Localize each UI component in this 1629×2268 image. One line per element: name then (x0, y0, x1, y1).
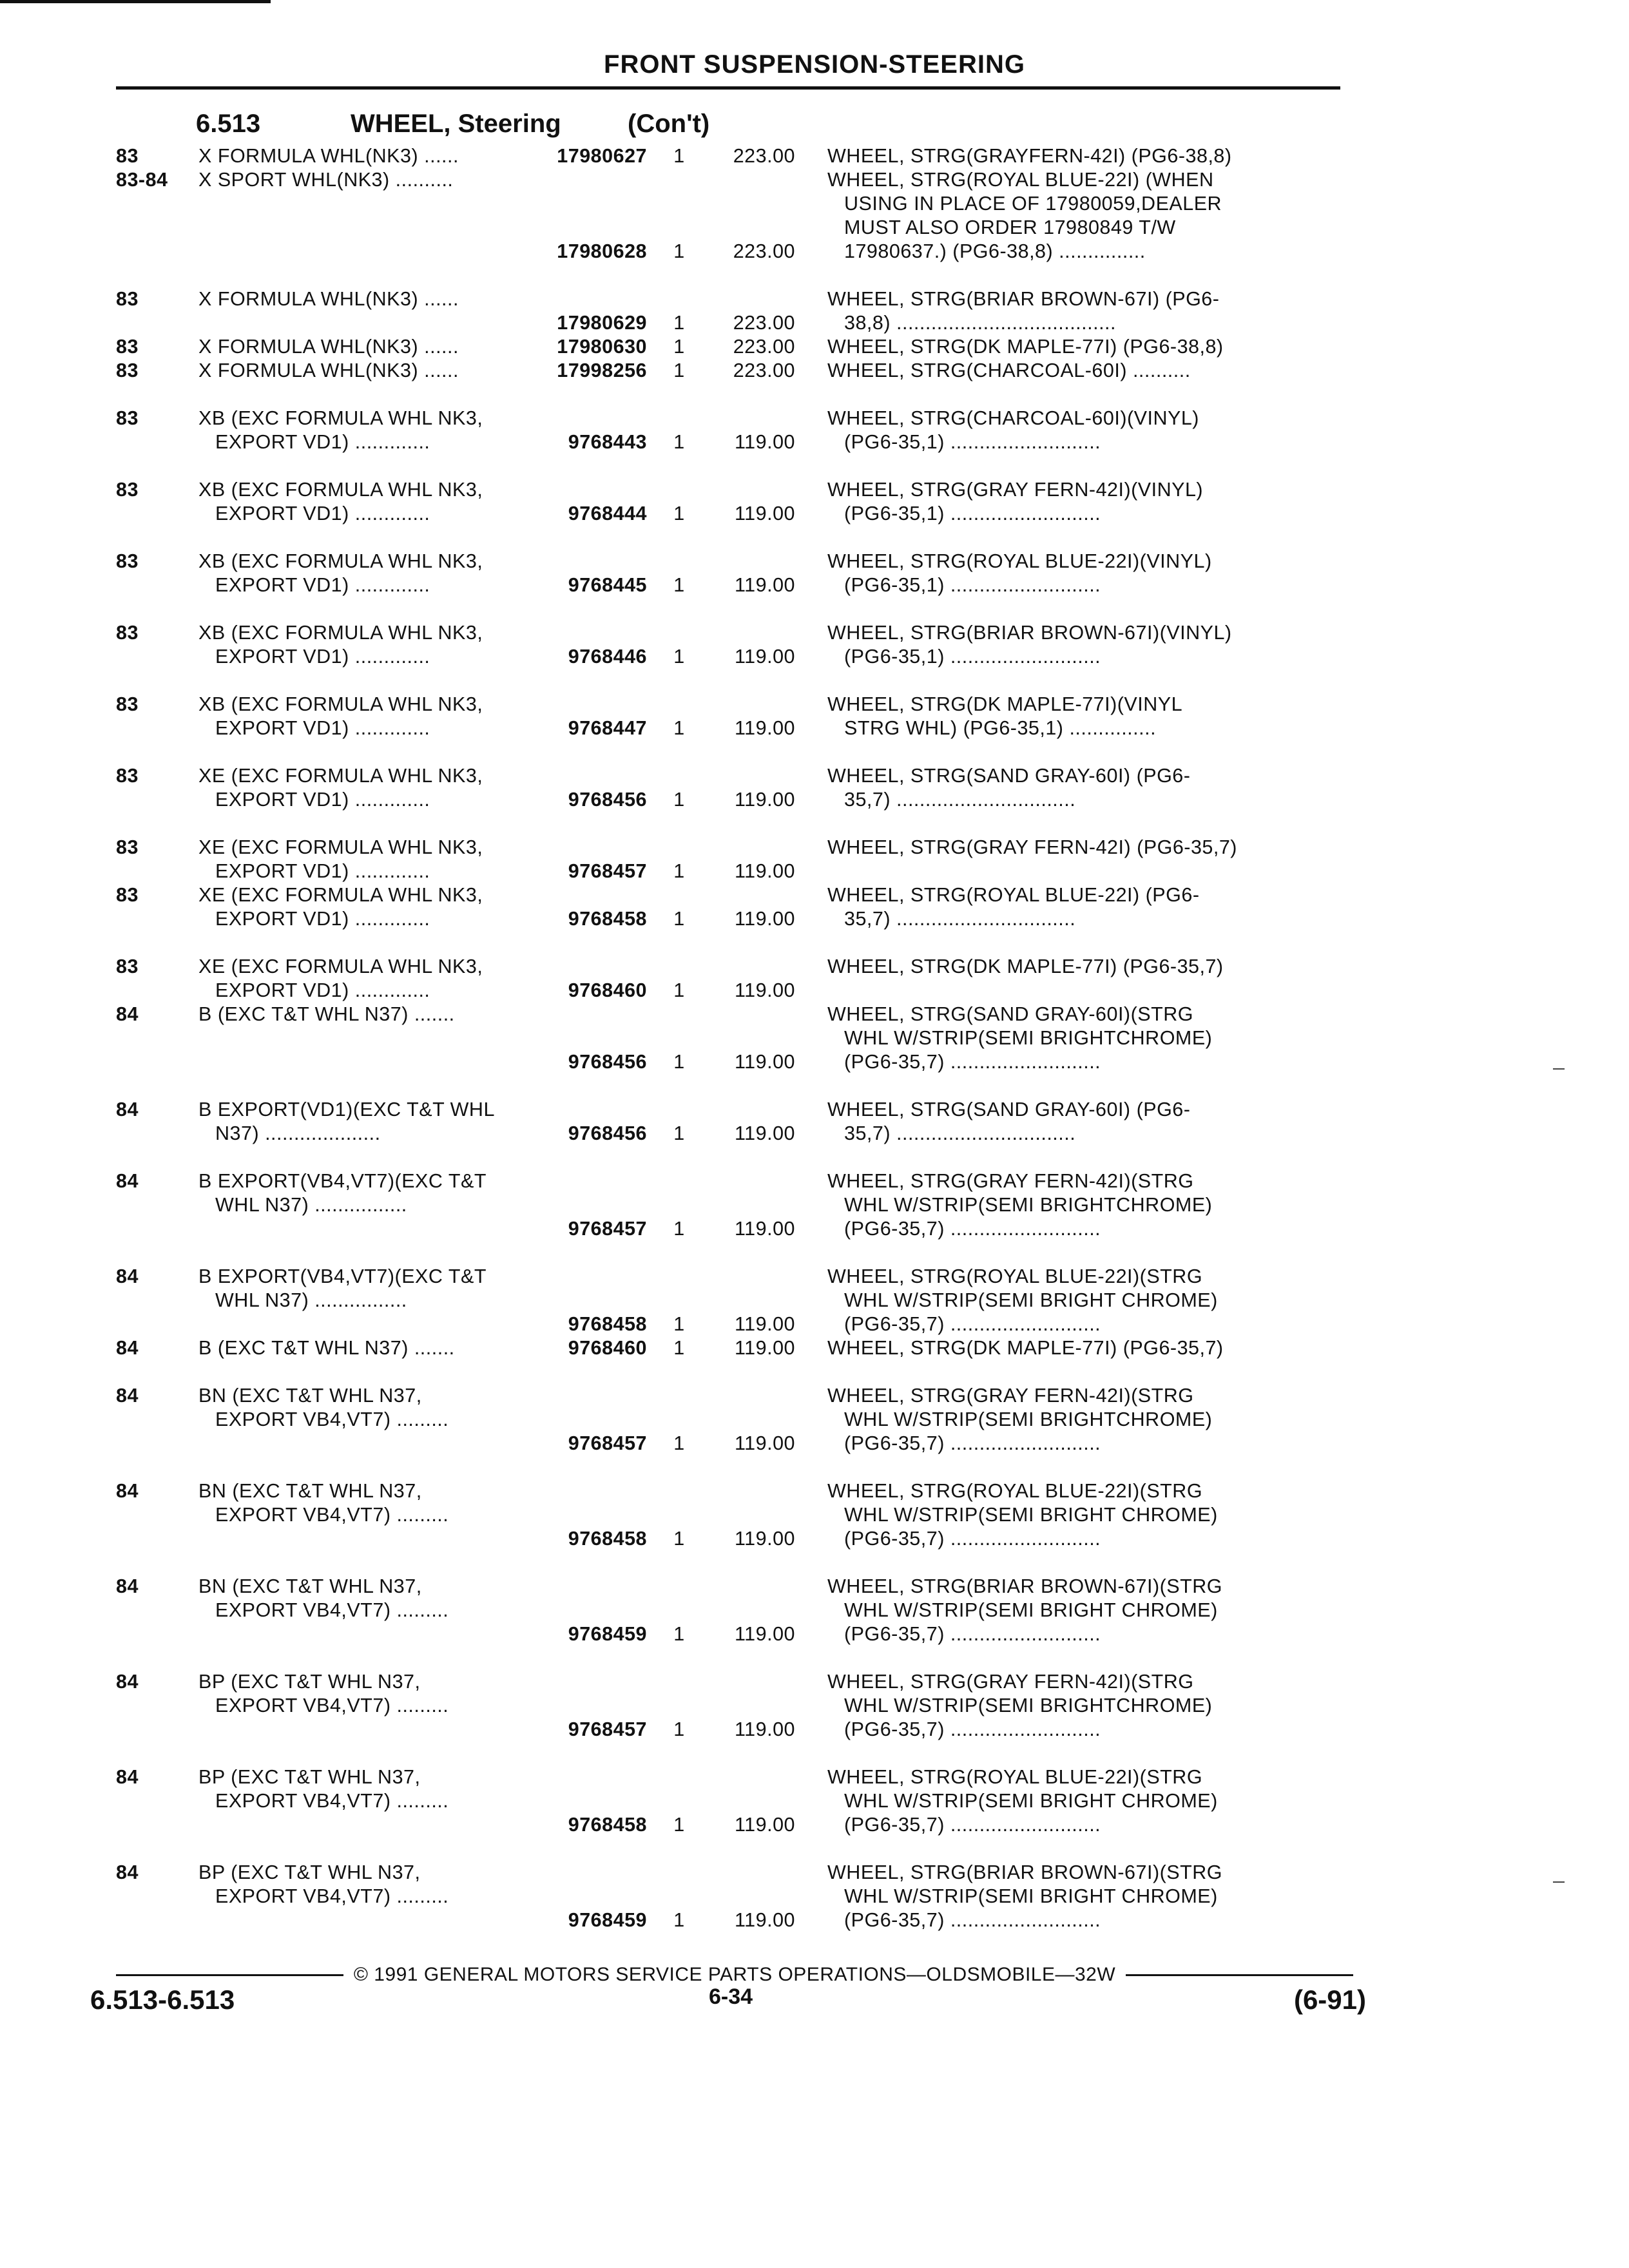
remark-line: (PG6-35,7) .......................... (844, 1909, 1101, 1931)
part-number: 17980628 (557, 240, 647, 262)
part-number: 9768456 (568, 1051, 647, 1073)
list-price: 119.00 (734, 979, 795, 1001)
part-remarks (827, 1765, 1291, 1837)
quantity: 1 (673, 574, 685, 596)
remark-line: (PG6-35,1) .......................... (844, 574, 1101, 596)
usage-description (198, 1265, 540, 1312)
section-number: 6.513 (196, 110, 261, 138)
quantity: 1 (673, 240, 685, 262)
description-line: X FORMULA WHL(NK3) ...... (198, 360, 459, 381)
part-number: 9768459 (568, 1909, 647, 1931)
quantity: 1 (673, 1313, 685, 1335)
usage-description (198, 1384, 540, 1432)
description-line: XB (EXC FORMULA WHL NK3, (198, 407, 483, 429)
description-line: XB (EXC FORMULA WHL NK3, (198, 550, 483, 572)
table-row (116, 478, 1353, 526)
list-price: 119.00 (734, 431, 795, 453)
remark-line: WHEEL, STRG(SAND GRAY-60I) (PG6- (827, 1099, 1191, 1120)
description-line: XE (EXC FORMULA WHL NK3, (198, 956, 483, 977)
part-number: 9768456 (568, 1122, 647, 1144)
usage-description (198, 1765, 540, 1813)
quantity: 1 (673, 1718, 685, 1740)
remark-line: WHEEL, STRG(ROYAL BLUE-22I)(STRG (827, 1766, 1203, 1788)
list-price: 119.00 (734, 1528, 795, 1550)
remark-line: WHEEL, STRG(BRIAR BROWN-67I) (PG6- (827, 288, 1220, 310)
list-price: 223.00 (733, 145, 795, 167)
part-number: 17998256 (557, 360, 647, 381)
remark-line: WHL W/STRIP(SEMI BRIGHTCHROME) (844, 1408, 1213, 1430)
copyright-text: © 1991 GENERAL MOTORS SERVICE PARTS OPERATIONS—OLDSMOBILE—32W (353, 1964, 1116, 1985)
usage-description (198, 1670, 540, 1718)
table-row (116, 287, 1353, 335)
description-line: EXPORT VB4,VT7) ......... (215, 1599, 449, 1621)
part-number: 9768457 (568, 860, 647, 882)
part-remarks (827, 1384, 1291, 1456)
usage-description (198, 1575, 540, 1622)
model-year-code: 84 (116, 1385, 139, 1407)
remark-line: WHL W/STRIP(SEMI BRIGHT CHROME) (844, 1790, 1218, 1812)
model-year-code: 83 (116, 836, 139, 858)
remark-line: (PG6-35,1) .......................... (844, 503, 1101, 524)
usage-description (198, 693, 540, 740)
part-number: 9768460 (568, 979, 647, 1001)
remark-line: WHL W/STRIP(SEMI BRIGHT CHROME) (844, 1504, 1218, 1526)
quantity: 1 (673, 1814, 685, 1836)
part-remarks (827, 1479, 1291, 1551)
model-year-code: 84 (116, 1575, 139, 1597)
part-remarks (827, 1670, 1291, 1742)
table-row (116, 1765, 1353, 1837)
model-year-code: 84 (116, 1099, 139, 1120)
remark-line: WHEEL, STRG(ROYAL BLUE-22I)(STRG (827, 1480, 1203, 1502)
model-year-code: 83 (116, 407, 139, 429)
remark-line: WHEEL, STRG(DK MAPLE-77I) (PG6-35,7) (827, 956, 1224, 977)
part-remarks (827, 836, 1291, 860)
description-line: XB (EXC FORMULA WHL NK3, (198, 622, 483, 644)
table-row (116, 764, 1353, 812)
remark-line: USING IN PLACE OF 17980059,DEALER (844, 193, 1222, 215)
table-row (116, 836, 1353, 883)
description-line: N37) .................... (215, 1122, 381, 1144)
table-row (116, 1098, 1353, 1146)
description-line: EXPORT VB4,VT7) ......... (215, 1885, 449, 1907)
description-line: X FORMULA WHL(NK3) ...... (198, 145, 459, 167)
description-line: EXPORT VB4,VT7) ......... (215, 1695, 449, 1716)
remark-line: (PG6-35,7) .......................... (844, 1313, 1101, 1335)
description-line: WHL N37) ................ (215, 1289, 407, 1311)
model-year-code: 84 (116, 1265, 139, 1287)
usage-description (198, 764, 540, 812)
part-number: 17980629 (557, 312, 647, 334)
description-line: EXPORT VD1) ............. (215, 908, 430, 930)
table-row (116, 1575, 1353, 1646)
description-line: BP (EXC T&T WHL N37, (198, 1671, 421, 1693)
remark-line: WHL W/STRIP(SEMI BRIGHT CHROME) (844, 1599, 1218, 1621)
remark-line: 17980637.) (PG6-38,8) ............... (844, 240, 1146, 262)
remark-line: (PG6-35,7) .......................... (844, 1051, 1101, 1073)
section-name: WHEEL, Steering (351, 110, 561, 138)
quantity: 1 (673, 717, 685, 739)
model-year-code: 84 (116, 1337, 139, 1359)
description-line: EXPORT VB4,VT7) ......... (215, 1408, 449, 1430)
table-row (116, 407, 1353, 454)
quantity: 1 (673, 503, 685, 524)
table-row (116, 1861, 1353, 1932)
quantity: 1 (673, 1218, 685, 1240)
part-remarks (827, 1575, 1291, 1646)
table-row (116, 1003, 1353, 1074)
remark-line: 35,7) ............................... (844, 1122, 1076, 1144)
remark-line: WHEEL, STRG(SAND GRAY-60I) (PG6- (827, 765, 1191, 787)
part-number: 9768460 (568, 1337, 647, 1359)
table-row (116, 621, 1353, 669)
usage-description (198, 1479, 540, 1527)
edge-mark (1553, 1881, 1565, 1883)
remark-line: (PG6-35,7) .......................... (844, 1432, 1101, 1454)
part-remarks (827, 359, 1291, 383)
remark-line: 35,7) ............................... (844, 908, 1076, 930)
list-price: 223.00 (733, 240, 795, 262)
section-heading (196, 110, 1034, 144)
remark-line: WHEEL, STRG(DK MAPLE-77I) (PG6-35,7) (827, 1337, 1224, 1359)
part-remarks (827, 1003, 1291, 1074)
description-line: XE (EXC FORMULA WHL NK3, (198, 836, 483, 858)
part-number: 9768457 (568, 1718, 647, 1740)
edge-mark (1553, 1068, 1565, 1070)
description-line: XE (EXC FORMULA WHL NK3, (198, 884, 483, 906)
table-row (116, 1265, 1353, 1336)
usage-description (198, 335, 540, 359)
list-price: 119.00 (734, 1122, 795, 1144)
page-title: FRONT SUSPENSION-STEERING (604, 50, 1025, 79)
description-line: B (EXC T&T WHL N37) ....... (198, 1003, 455, 1025)
model-year-code: 83 (116, 550, 139, 572)
parts-list (116, 144, 1353, 1932)
part-remarks (827, 1861, 1291, 1932)
quantity: 1 (673, 1432, 685, 1454)
description-line: EXPORT VD1) ............. (215, 979, 430, 1001)
part-number: 9768458 (568, 1528, 647, 1550)
model-year-code: 84 (116, 1766, 139, 1788)
remark-line: WHEEL, STRG(GRAY FERN-42I)(STRG (827, 1671, 1194, 1693)
section-range: 6.513-6.513 (90, 1984, 235, 2015)
quantity: 1 (673, 1122, 685, 1144)
table-row (116, 168, 1353, 264)
table-row (116, 883, 1353, 931)
list-price: 119.00 (734, 1718, 795, 1740)
description-line: BN (EXC T&T WHL N37, (198, 1480, 422, 1502)
part-number: 9768456 (568, 789, 647, 811)
quantity: 1 (673, 1337, 685, 1359)
model-year-code: 83-84 (116, 169, 168, 191)
remark-line: STRG WHL) (PG6-35,1) ............... (844, 717, 1157, 739)
description-line: EXPORT VD1) ............. (215, 789, 430, 811)
table-row (116, 955, 1353, 1003)
table-row (116, 1169, 1353, 1241)
part-number: 9768444 (568, 503, 647, 524)
section-continued: (Con't) (628, 110, 710, 138)
usage-description (198, 955, 540, 1003)
remark-line: WHEEL, STRG(SAND GRAY-60I)(STRG (827, 1003, 1193, 1025)
part-remarks (827, 1336, 1291, 1360)
description-line: EXPORT VB4,VT7) ......... (215, 1504, 449, 1526)
remark-line: WHL W/STRIP(SEMI BRIGHT CHROME) (844, 1885, 1218, 1907)
quantity: 1 (673, 145, 685, 167)
model-year-code: 83 (116, 145, 139, 167)
part-number: 9768459 (568, 1623, 647, 1645)
remark-line: (PG6-35,7) .......................... (844, 1623, 1101, 1645)
description-line: EXPORT VD1) ............. (215, 717, 430, 739)
description-line: B EXPORT(VB4,VT7)(EXC T&T (198, 1170, 487, 1192)
page-number: 6-34 (709, 1984, 753, 2009)
model-year-code: 84 (116, 1671, 139, 1693)
footer-rule-left (116, 1974, 343, 1976)
remark-line: (PG6-35,7) .......................... (844, 1218, 1101, 1240)
part-remarks (827, 550, 1291, 597)
model-year-code: 84 (116, 1170, 139, 1192)
model-year-code: 83 (116, 956, 139, 977)
footer-bottom (90, 1984, 1366, 2023)
description-line: EXPORT VD1) ............. (215, 431, 430, 453)
top-left-rule (0, 0, 271, 3)
part-remarks (827, 764, 1291, 812)
part-remarks (827, 1169, 1291, 1241)
quantity: 1 (673, 789, 685, 811)
part-number: 9768458 (568, 908, 647, 930)
list-price: 223.00 (733, 336, 795, 358)
remark-line: WHEEL, STRG(GRAY FERN-42I)(VINYL) (827, 479, 1204, 501)
description-line: EXPORT VD1) ............. (215, 503, 430, 524)
description-line: BP (EXC T&T WHL N37, (198, 1861, 421, 1883)
remark-line: WHEEL, STRG(CHARCOAL-60I) .......... (827, 360, 1191, 381)
part-number: 17980627 (557, 145, 647, 167)
table-row (116, 359, 1353, 383)
remark-line: WHEEL, STRG(BRIAR BROWN-67I)(VINYL) (827, 622, 1232, 644)
usage-description (198, 287, 540, 311)
model-year-code: 83 (116, 479, 139, 501)
remark-line: 35,7) ............................... (844, 789, 1076, 811)
description-line: B (EXC T&T WHL N37) ....... (198, 1337, 455, 1359)
remark-line: WHEEL, STRG(GRAYFERN-42I) (PG6-38,8) (827, 145, 1232, 167)
part-remarks (827, 144, 1291, 168)
description-line: BP (EXC T&T WHL N37, (198, 1766, 421, 1788)
description-line: XB (EXC FORMULA WHL NK3, (198, 693, 483, 715)
remark-line: WHEEL, STRG(BRIAR BROWN-67I)(STRG (827, 1575, 1222, 1597)
revision-date: (6-91) (1293, 1984, 1366, 2015)
usage-description (198, 359, 540, 383)
part-number: 9768458 (568, 1814, 647, 1836)
model-year-code: 84 (116, 1480, 139, 1502)
quantity: 1 (673, 336, 685, 358)
table-row (116, 1479, 1353, 1551)
usage-description (198, 621, 540, 669)
quantity: 1 (673, 360, 685, 381)
usage-description (198, 407, 540, 454)
list-price: 223.00 (733, 360, 795, 381)
usage-description (198, 1169, 540, 1217)
remark-line: WHL W/STRIP(SEMI BRIGHTCHROME) (844, 1027, 1213, 1049)
part-number: 9768447 (568, 717, 647, 739)
remark-line: WHEEL, STRG(DK MAPLE-77I) (PG6-38,8) (827, 336, 1224, 358)
list-price: 119.00 (734, 574, 795, 596)
remark-line: (PG6-35,7) .......................... (844, 1718, 1101, 1740)
list-price: 119.00 (734, 1218, 795, 1240)
part-remarks (827, 478, 1291, 526)
list-price: 119.00 (734, 789, 795, 811)
remark-line: WHEEL, STRG(BRIAR BROWN-67I)(STRG (827, 1861, 1222, 1883)
part-number: 9768458 (568, 1313, 647, 1335)
table-row (116, 144, 1353, 168)
part-remarks (827, 693, 1291, 740)
usage-description (198, 836, 540, 883)
footer-copyright-line (116, 1964, 1353, 1986)
usage-description (198, 1098, 540, 1146)
usage-description (198, 144, 540, 168)
list-price: 119.00 (734, 1814, 795, 1836)
remark-line: WHEEL, STRG(GRAY FERN-42I)(STRG (827, 1170, 1194, 1192)
list-price: 223.00 (733, 312, 795, 334)
part-remarks (827, 883, 1291, 931)
table-row (116, 1336, 1353, 1360)
model-year-code: 84 (116, 1003, 139, 1025)
model-year-code: 83 (116, 884, 139, 906)
remark-line: (PG6-35,7) .......................... (844, 1528, 1101, 1550)
quantity: 1 (673, 1528, 685, 1550)
part-remarks (827, 287, 1291, 335)
part-number: 9768457 (568, 1218, 647, 1240)
part-number: 9768457 (568, 1432, 647, 1454)
table-row (116, 550, 1353, 597)
remark-line: WHEEL, STRG(DK MAPLE-77I)(VINYL (827, 693, 1183, 715)
remark-line: WHEEL, STRG(ROYAL BLUE-22I)(STRG (827, 1265, 1203, 1287)
list-price: 119.00 (734, 503, 795, 524)
model-year-code: 83 (116, 622, 139, 644)
quantity: 1 (673, 979, 685, 1001)
part-remarks (827, 1098, 1291, 1146)
list-price: 119.00 (734, 1313, 795, 1335)
list-price: 119.00 (734, 1051, 795, 1073)
list-price: 119.00 (734, 717, 795, 739)
description-line: EXPORT VD1) ............. (215, 860, 430, 882)
table-row (116, 1384, 1353, 1456)
remark-line: WHEEL, STRG(ROYAL BLUE-22I)(VINYL) (827, 550, 1212, 572)
remark-line: WHEEL, STRG(ROYAL BLUE-22I) (WHEN (827, 169, 1214, 191)
description-line: EXPORT VD1) ............. (215, 574, 430, 596)
list-price: 119.00 (734, 1337, 795, 1359)
part-number: 9768445 (568, 574, 647, 596)
part-remarks (827, 335, 1291, 359)
list-price: 119.00 (734, 1432, 795, 1454)
list-price: 119.00 (734, 646, 795, 668)
part-number: 17980630 (557, 336, 647, 358)
description-line: BN (EXC T&T WHL N37, (198, 1385, 422, 1407)
quantity: 1 (673, 646, 685, 668)
usage-description (198, 550, 540, 597)
remark-line: WHL W/STRIP(SEMI BRIGHTCHROME) (844, 1194, 1213, 1216)
quantity: 1 (673, 1051, 685, 1073)
remark-line: WHEEL, STRG(GRAY FERN-42I) (PG6-35,7) (827, 836, 1237, 858)
part-number: 9768446 (568, 646, 647, 668)
usage-description (198, 883, 540, 931)
description-line: BN (EXC T&T WHL N37, (198, 1575, 422, 1597)
quantity: 1 (673, 908, 685, 930)
description-line: WHL N37) ................ (215, 1194, 407, 1216)
model-year-code: 83 (116, 693, 139, 715)
remark-line: (PG6-35,1) .......................... (844, 431, 1101, 453)
part-remarks (827, 1265, 1291, 1336)
model-year-code: 83 (116, 336, 139, 358)
description-line: X FORMULA WHL(NK3) ...... (198, 288, 459, 310)
description-line: X FORMULA WHL(NK3) ...... (198, 336, 459, 358)
list-price: 119.00 (734, 1623, 795, 1645)
remark-line: (PG6-35,1) .......................... (844, 646, 1101, 668)
remark-line: (PG6-35,7) .......................... (844, 1814, 1101, 1836)
table-row (116, 1670, 1353, 1742)
part-number: 9768443 (568, 431, 647, 453)
description-line: B EXPORT(VD1)(EXC T&T WHL (198, 1099, 495, 1120)
description-line: B EXPORT(VB4,VT7)(EXC T&T (198, 1265, 487, 1287)
part-remarks (827, 168, 1291, 264)
remark-line: MUST ALSO ORDER 17980849 T/W (844, 216, 1176, 238)
model-year-code: 83 (116, 288, 139, 310)
model-year-code: 84 (116, 1861, 139, 1883)
remark-line: WHL W/STRIP(SEMI BRIGHT CHROME) (844, 1289, 1218, 1311)
part-remarks (827, 621, 1291, 669)
description-line: EXPORT VB4,VT7) ......... (215, 1790, 449, 1812)
header-rule (116, 86, 1340, 90)
list-price: 119.00 (734, 1909, 795, 1931)
quantity: 1 (673, 860, 685, 882)
quantity: 1 (673, 431, 685, 453)
remark-line: WHEEL, STRG(GRAY FERN-42I)(STRG (827, 1385, 1194, 1407)
part-remarks (827, 407, 1291, 454)
usage-description (198, 1003, 540, 1026)
description-line: XE (EXC FORMULA WHL NK3, (198, 765, 483, 787)
part-remarks (827, 955, 1291, 979)
table-row (116, 335, 1353, 359)
usage-description (198, 478, 540, 526)
footer-rule-right (1126, 1974, 1353, 1976)
description-line: EXPORT VD1) ............. (215, 646, 430, 668)
usage-description (198, 1861, 540, 1908)
remark-line: WHEEL, STRG(ROYAL BLUE-22I) (PG6- (827, 884, 1200, 906)
description-line: XB (EXC FORMULA WHL NK3, (198, 479, 483, 501)
usage-description (198, 168, 540, 192)
quantity: 1 (673, 1909, 685, 1931)
usage-description (198, 1336, 540, 1360)
list-price: 119.00 (734, 908, 795, 930)
table-row (116, 693, 1353, 740)
quantity: 1 (673, 312, 685, 334)
quantity: 1 (673, 1623, 685, 1645)
remark-line: WHL W/STRIP(SEMI BRIGHTCHROME) (844, 1695, 1213, 1716)
description-line: X SPORT WHL(NK3) .......... (198, 169, 454, 191)
model-year-code: 83 (116, 360, 139, 381)
remark-line: WHEEL, STRG(CHARCOAL-60I)(VINYL) (827, 407, 1199, 429)
remark-line: 38,8) ...................................... (844, 312, 1116, 334)
model-year-code: 83 (116, 765, 139, 787)
list-price: 119.00 (734, 860, 795, 882)
